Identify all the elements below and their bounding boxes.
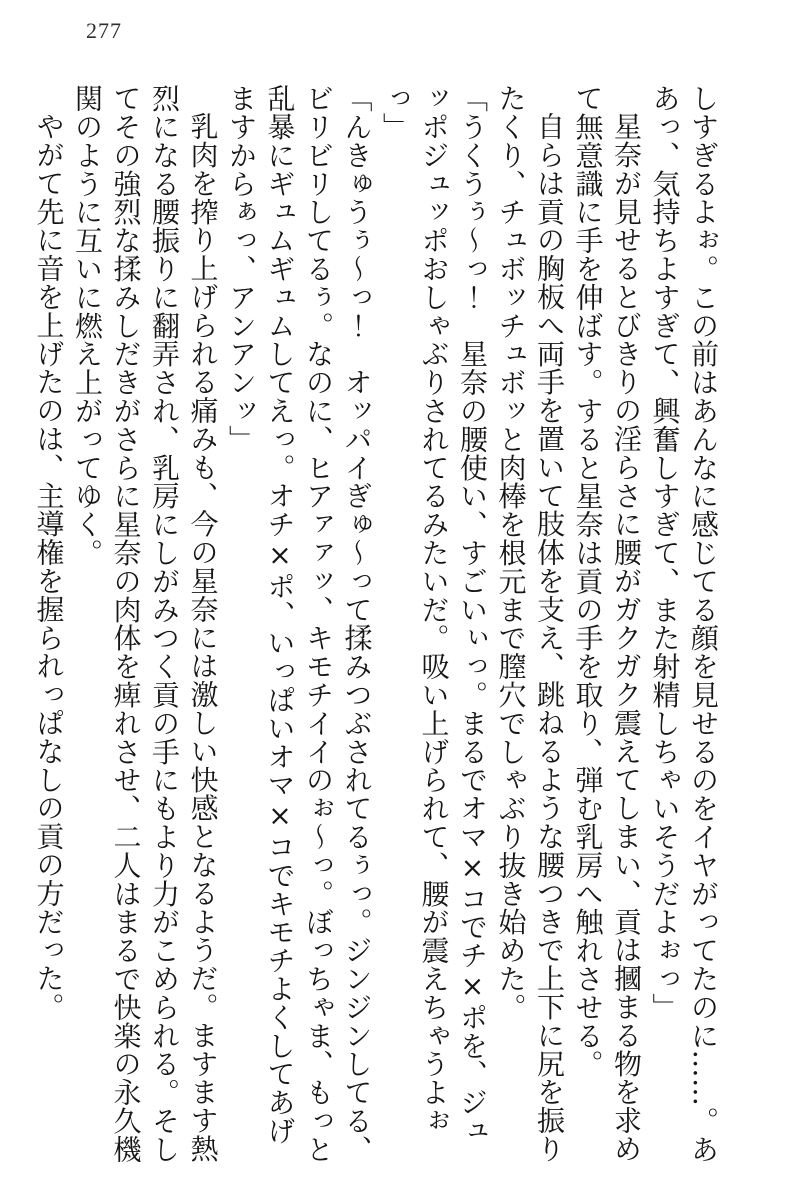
page-text (29, 84, 722, 1166)
paragraph-narration-4: やがて先に音を上げたのは、主導権を握られっぱなしの貢の方だった。 (32, 112, 66, 1021)
paragraph-narration-1: 星奈が見せるとびきりの淫らさに腰がガクガク震えてしまい、貢は摑まる物を求めて無意識に手を伸ばす。すると星奈は貢の手を取り、弾む乳房へ触れさせる。 (571, 84, 643, 1163)
page-number: 277 (86, 18, 122, 43)
paragraph-narration-3: 乳肉を搾り上げられる痛みも、今の星奈には激しい快感となるようだ。ますます熱烈になる腰振りに翻弄され、乳房にしがみつく貢の手にもより力がこめられる。そしてその強烈な揉みしだきがさらに星奈の肉体を痺れさせ、二人はまるで快楽の永久機関のように互いに燃え上がってゆく。 (71, 84, 220, 1164)
paragraph-dialogue-2: 「んきゅうぅ〜っ！ オッパイぎゅ〜って揉みつぶされてるぅっ。ジンジンしてる、ビリビリしてるぅ。なのに、ヒアァァッ、キモチイイのぉ〜っ。ぼっちゃま、もっと乱暴にギュムギュムしてえっ。オチ×ポ、いっぱいオマ×コでキモチよくしてあげますからぁっ、アンアンッ」 (225, 84, 374, 1164)
paragraph-narration-2: 自らは貢の胸板へ両手を置いて肢体を支え、跳ねるような腰つきで上下に尻を振りたくり、チュボッチュボッと肉棒を根元まで膣穴でしゃぶり抜き始めた。 (494, 84, 566, 1163)
paragraph-continuation: しすぎるよぉ。この前はあんなに感じてる顔を見せるのをイヤがってたのに……。ああっ、気持ちよすぎて、興奮しすぎて、また射精しちゃいそうだよぉっ」 (648, 84, 720, 1164)
paragraph-dialogue-1: 「うくうぅ〜っ！ 星奈の腰使い、すごいぃっ。まるでオマ×コでチ×ポを、ジュッポジュッポおしゃぶりされてるみたいだ。吸い上げられて、腰が震えちゃうよぉっ」 (379, 84, 489, 1145)
